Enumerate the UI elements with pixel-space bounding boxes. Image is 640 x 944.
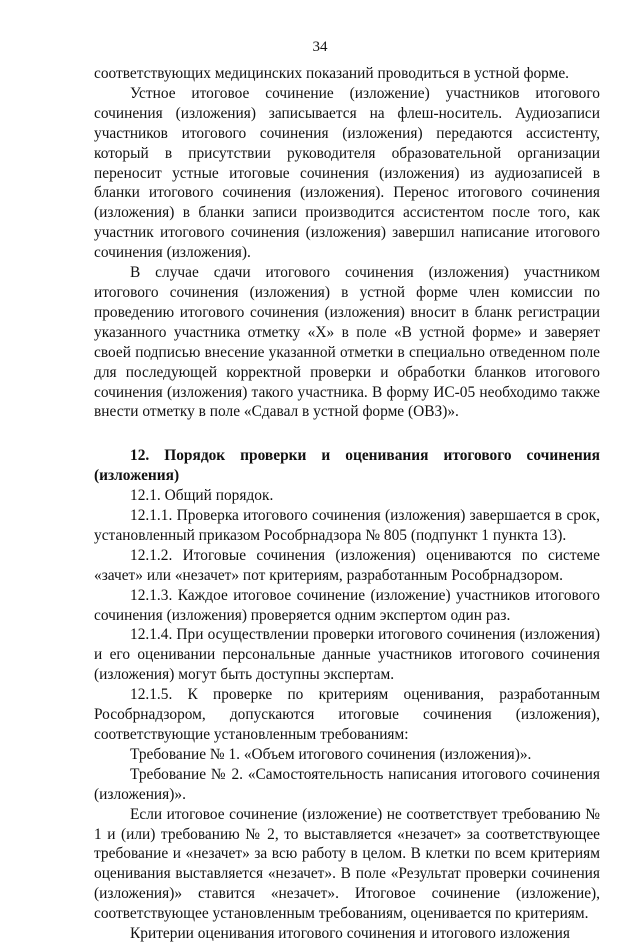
paragraph-continuation: соответствующих медицинских показаний проводиться в устной форме. (94, 65, 570, 82)
page-number: 34 (312, 39, 328, 55)
paragraph-12-1-4: 12.1.4. При осуществлении проверки итогового сочинения (изложения) и его оценивании персональные данные участников итогового сочинения (изложения) могут быть доступны экспертам. (94, 626, 600, 684)
paragraph-12-1-3: 12.1.3. Каждое итоговое сочинение (изложение) участников итогового сочинения (изложения) проверяется одним экспертом один раз. (94, 586, 600, 624)
paragraph-requirement-2: Требование № 2. «Самостоятельность написания итогового сочинения (изложения)». (94, 765, 600, 803)
paragraph-oral-form-mark: В случае сдачи итогового сочинения (изложения) участником итогового сочинения (изложения) в устной форме член комиссии по проведению итогового сочинения (изложения) вносит в бланк регистрации указанного участника отметку «Х» в поле «В устной форме» и заверяет своей подписью внесение указанной отметки в специально отведенном поле для последующей корректной проверки и обработки бланков итогового сочинения (изложения) такого участника. В форму ИС-05 необходимо также внести отметку в поле «Сдавал в устной форме (ОВЗ)». (94, 264, 600, 421)
document-body (94, 64, 600, 944)
paragraph-12-1: 12.1. Общий порядок. (130, 487, 274, 505)
paragraph-12-1-1: 12.1.1. Проверка итогового сочинения (изложения) завершается в срок, установленный приказом Рособрнадзора № 805 (подпункт 1 пункта 13). (94, 507, 600, 544)
paragraph-oral-essay-recording: Устное итоговое сочинение (изложение) участников итогового сочинения (изложения) записывается на флеш-носитель. Аудиозаписи участников итогового сочинения (изложения) передаются ассистенту, который в присутствии руководителя образовательной организации переносит устные итоговые сочинения (изложения) из аудиозаписей в бланки итогового сочинения (изложения). Перенос итогового сочинения (изложения) в бланки записи производится ассистентом после того, как участник итогового сочинения (изложения) завершил написание итогового сочинения (изложения). (94, 84, 600, 262)
paragraph-12-1-2: 12.1.2. Итоговые сочинения (изложения) оцениваются по системе «зачет» или «незачет» пот критериям, разработанным Рособрнадзором. (94, 546, 600, 584)
paragraph-criteria: Критерии оценивания итогового сочинения и итогового изложения (130, 925, 570, 943)
paragraph-fail-rule: Если итоговое сочинение (изложение) не соответствует требованию № 1 и (или) требованию № 2, то выставляется «незачет» за соответствующее требование и «незачет» за всю работу в целом. В клетки по всем критериям оценивания выставляется «незачет». В поле «Результат проверки сочинения (изложения)» ставится «незачет». Итоговое сочинение (изложение), соответствующее установленным требованиям, оценивается по критериям. (94, 805, 600, 923)
section-heading: 12. Порядок проверки и оценивания итогового сочинения (изложения) (94, 447, 600, 485)
paragraph-12-1-5: 12.1.5. К проверке по критериям оценивания, разработанным Рособрнадзором, допускаются итоговые сочинения (изложения), соответствующие установленным требованиям: (94, 686, 600, 743)
paragraph-requirement-1: Требование № 1. «Объем итогового сочинения (изложения)». (130, 745, 532, 763)
